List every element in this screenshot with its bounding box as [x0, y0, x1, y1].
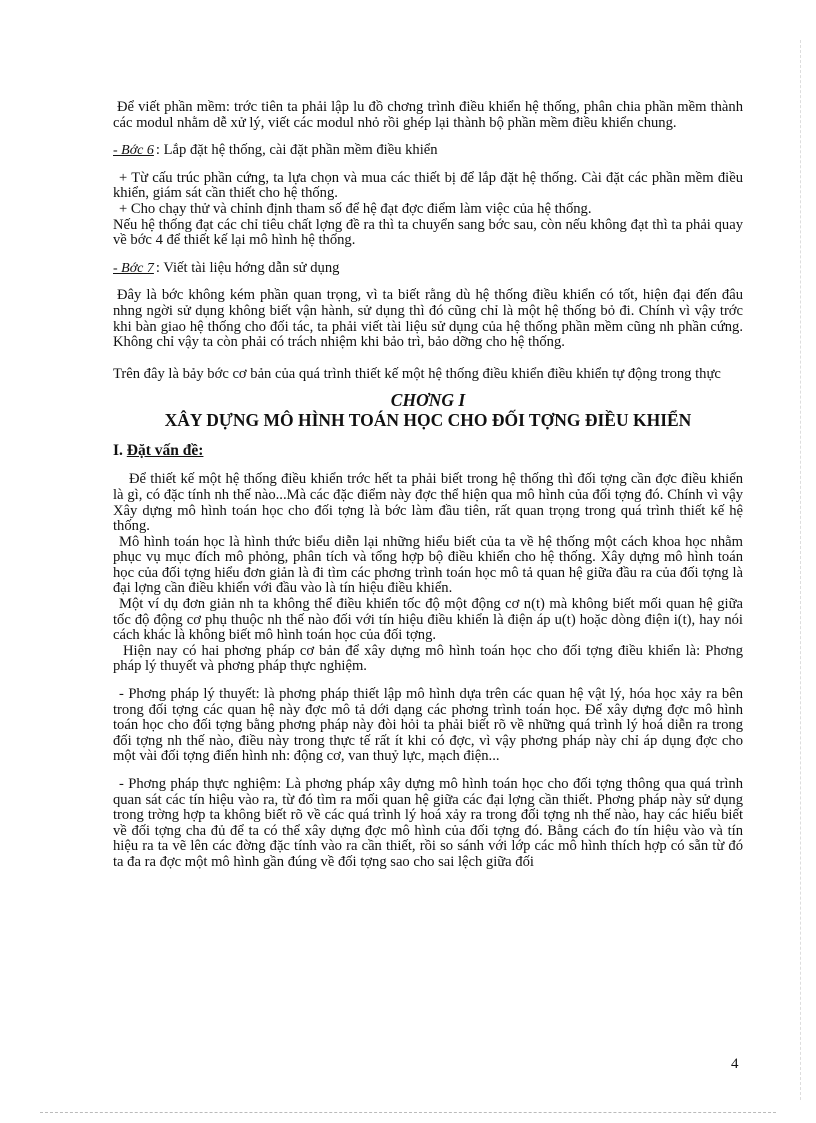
- paragraph-intro: Để thiết kế một hệ thống điều khiển trớc hết ta phải biết trong hệ thống thì đối tợng cần đợc điều khiển là gì, có đặc tính nh thế nào...Mà các đặc điểm này đợc thể hiện qua mô hình của đối tợng đó. Chính vì vậy Xây dựng mô hình toán học cho đối tợng là bớc làm đầu tiên, rất quan trọng trong quá trình thiết kế hệ thống.: [113, 471, 743, 535]
- margin-guide: [800, 40, 801, 1100]
- section-heading: [113, 442, 743, 460]
- step-7-heading: [113, 261, 743, 277]
- step-7-title: : Viết tài liệu hớng dẫn sử dụng: [155, 259, 340, 276]
- paragraph-hardware-install: + Từ cấu trúc phần cứng, ta lựa chọn và mua các thiết bị để lắp đặt hệ thống. Cài đặt các phần mềm điều khiển, giám sát cần thiết cho hệ thống.: [113, 169, 743, 202]
- chapter-label: CHƠNG I: [390, 390, 466, 411]
- step-7-marker: - Bớc 7: [113, 260, 154, 276]
- paragraph-experimental-method: - Phơng pháp thực nghiệm: Là phơng pháp xây dựng mô hình toán học cho đối tợng thông qua quá trình quan sát các tín hiệu vào ra, từ đó tìm ra mối quan hệ giữa các đại lợng cần thiết. Phơng pháp này sử dụng trong trờng hợp ta không biết rõ về các quá trình lý hoá xảy ra trong đối tợng nh thế nào, hay các hiểu biết về đối tợng cha đủ để ta có thể xây dựng đợc mô hình của đối tợng đó. Bằng cách đo tín hiệu vào và tín hiệu ra ta vẽ lên các đờng đặc tính vào ra cần thiết, rồi so sánh với lớp các mô hình thích hợp có sẵn từ đó ta đa ra đợc một mô hình gần đúng về đối tợng sao cho sai lệch giữa đối: [113, 776, 743, 870]
- document-page: [113, 100, 743, 871]
- paragraph-documentation: Đây là bớc không kém phần quan trọng, vì ta biết rằng dù hệ thống điều khiển có tốt, hiện đại đến đâu nhng ngời sử dụng không biết vận hành, sử dụng thì đó cũng chỉ là một hệ thống bỏ đi. Chính vì vậy trớc khi bàn giao hệ thống cho đối tác, ta phải viết tài liệu sử dụng của hệ thống phần mềm cũng nh phần cứng. Không chỉ vậy ta còn phải có trách nhiệm khi bảo trì, bảo dỡng cho hệ thống.: [113, 287, 743, 351]
- paragraph-test-run: + Cho chạy thử và chỉnh định tham số để hệ đạt đợc điểm làm việc của hệ thống.: [119, 200, 592, 217]
- step-6-heading: [113, 143, 743, 159]
- chapter-title: XÂY DỰNG MÔ HÌNH TOÁN HỌC CHO ĐỐI TỢNG ĐIỀU KHIỂN: [164, 410, 692, 431]
- paragraph-quality-check: Nếu hệ thống đạt các chỉ tiêu chất lợng đề ra thì ta chuyển sang bớc sau, còn nếu không đạt thì ta phải quay về bớc 4 để thiết kế lại mô hình hệ thống.: [113, 216, 743, 249]
- page-number: 4: [731, 1056, 739, 1072]
- section-number: I.: [113, 442, 127, 460]
- paragraph-math-model: Mô hình toán học là hình thức biểu diễn lại những hiểu biết của ta về hệ thống một cách khoa học nhằm phục vụ mục đích mô phỏng, phân tích và tổng hợp bộ điều khiển cho hệ thống. Xây dựng mô hình toán học của đối tợng hiểu đơn giản là đi tìm các phơng trình toán học mô tả quan hệ giữa đầu ra của đối tợng là đại lợng cần điều khiển với đầu vào là tín hiệu điều khiển.: [113, 533, 743, 597]
- footer-divider: [40, 1112, 776, 1113]
- paragraph-theoretical-method: - Phơng pháp lý thuyết: là phơng pháp thiết lập mô hình dựa trên các quan hệ vật lý, hóa học xảy ra bên trong đối tợng các quan hệ này đợc mô tả dới dạng các phơng trình toán học. Để xây dựng đợc mô hình toán học cho đối tợng bằng phơng pháp này đòi hỏi ta phải biết rõ về những quá trình lý hoá diễn ra trong đối tợng nh thế nào, điều này trong thực tế rất ít khi có đợc, vì vậy phơng pháp này chỉ áp dụng đợc cho một vài đối tợng điển hình nh: động cơ, van thuỷ lực, mạch điện...: [113, 686, 743, 765]
- step-6-title: : Lắp đặt hệ thống, cài đặt phần mềm điều khiển: [155, 142, 438, 159]
- paragraph-software-design: Để viết phần mềm: trớc tiên ta phải lập lu đồ chơng trình điều khiển hệ thống, phân chia phần mềm thành các modul nhằm dễ xử lý, viết các modul nhỏ rồi ghép lại thành bộ phần mềm điều khiển chung.: [113, 99, 743, 131]
- step-6-marker: - Bớc 6: [113, 143, 154, 159]
- paragraph-example: Một ví dụ đơn giản nh ta không thể điều khiển tốc độ một động cơ n(t) mà không biết mối quan hệ giữa tốc độ động cơ phụ thuộc nh thế nào đối với tín hiệu điều khiển là điện áp u(t) hoặc dòng điện i(t), hay nói cách khác là không biết mô hình toán học của đối tợng.: [113, 596, 743, 644]
- section-title: Đặt vấn đề:: [126, 442, 204, 460]
- paragraph-summary: Trên đây là bảy bớc cơ bản của quá trình thiết kế một hệ thống điều khiển điều khiển tự động trong thực: [113, 365, 721, 382]
- paragraph-two-methods: Hiện nay có hai phơng pháp cơ bản để xây dựng mô hình toán học cho đối tợng điều khiển là: Phơng pháp lý thuyết và phơng pháp thực nghiệm.: [113, 642, 743, 675]
